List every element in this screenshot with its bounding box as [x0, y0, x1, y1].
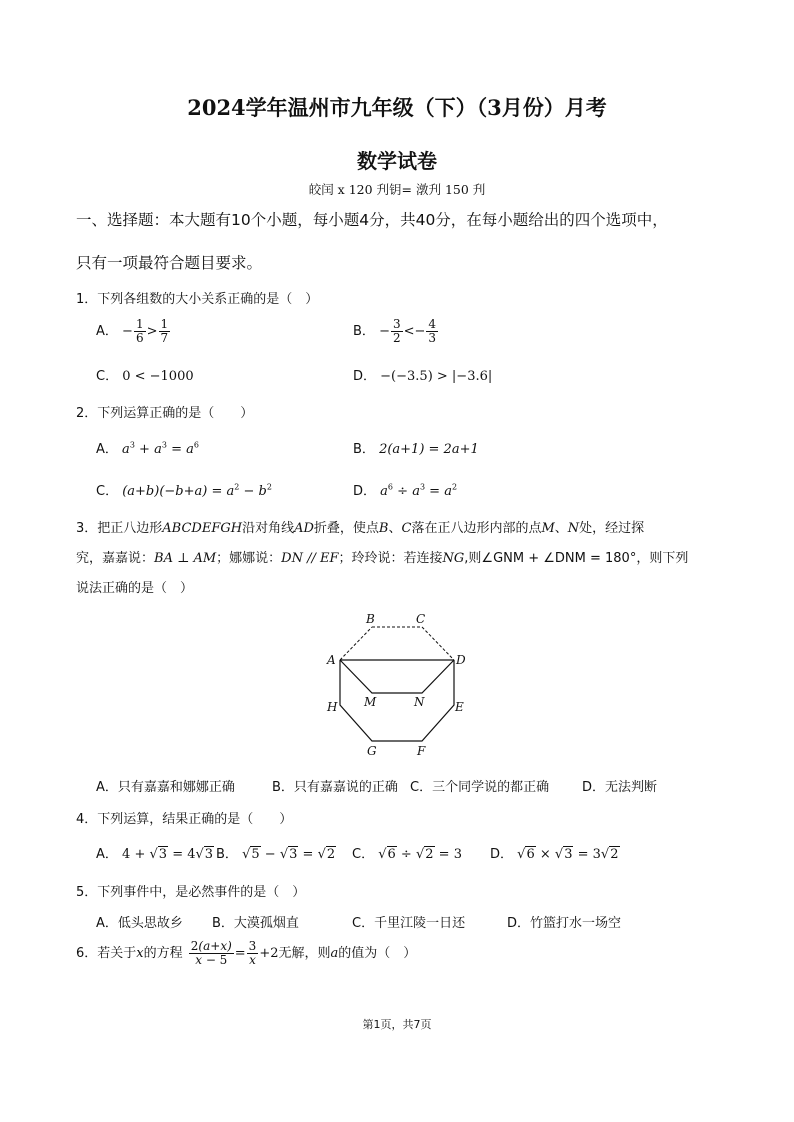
q1-stem: 1．下列各组数的大小关系正确的是（ ）: [76, 292, 319, 307]
label-m: M: [364, 695, 377, 709]
q3-option-d[interactable]: D．无法判断: [582, 780, 658, 795]
paper-subtitle: 数学试卷: [357, 149, 437, 173]
q4-stem: 4．下列运算，结果正确的是（ ）: [76, 812, 293, 827]
q4-option-a[interactable]: A． 4 + √3 = 4√3: [96, 847, 214, 862]
label-b: B: [366, 612, 375, 626]
q2-stem: 2．下列运算正确的是（ ）: [76, 406, 254, 421]
folded-amnd: [340, 660, 454, 693]
q1-option-c-expr: 0 < −1000: [122, 369, 194, 384]
q3-option-b[interactable]: B．只有嘉嘉说的正确: [272, 780, 398, 795]
q5-stem: 5．下列事件中，是必然事件的是（ ）: [76, 885, 306, 900]
q1-option-d-expr: −(−3.5) > |−3.6|: [380, 369, 493, 384]
edge-cd-dashed: [422, 627, 454, 660]
q2-option-b-expr: 2(a+1) = 2a+1: [379, 442, 479, 457]
label-a: A: [327, 653, 336, 667]
label-d: D: [456, 653, 466, 667]
label-c: C: [416, 612, 426, 626]
q4-option-c[interactable]: C． √6 ÷ √2 = 3: [352, 847, 462, 862]
q1-option-c[interactable]: C． 0 < −1000: [96, 369, 194, 384]
q1-option-d[interactable]: D． −(−3.5) > |−3.6|: [353, 369, 493, 384]
q5-option-c[interactable]: C．千里江陵一日还: [352, 916, 466, 931]
edge-ab-dashed: [340, 627, 372, 660]
q5-option-b[interactable]: B．大漠孤烟直: [212, 916, 299, 931]
q3-option-c[interactable]: C．三个同学说的都正确: [410, 780, 550, 795]
q5-option-d[interactable]: D．竹篮打水一场空: [507, 916, 622, 931]
q4-option-b[interactable]: B． √5 − √3 = √2: [216, 847, 336, 862]
q3-stem-line2: 究，嘉嘉说：BA ⊥ AM；娜娜说：DN // EF；玲玲说：若连接NG,则∠GNM + ∠DNM = 180°，则下列: [76, 551, 689, 566]
q4-option-d[interactable]: D． √6 × √3 = 3√2: [490, 847, 619, 862]
page-title: 2024学年温州市九年级（下）（3月份）月考: [187, 95, 607, 120]
section-heading-line1: 一、选择题：本大题有10个小题，每小题4分，共40分，在每小题给出的四个选项中，: [76, 211, 668, 229]
q2-option-b[interactable]: B． 2(a+1) = 2a+1: [353, 442, 479, 457]
q2-option-c[interactable]: C． $(a+b)(-b+a) = a^2 - b^2$: [96, 482, 272, 499]
label-n: N: [414, 695, 425, 709]
q3-stem-line3: 说法正确的是（ ）: [76, 581, 194, 596]
q1-option-b[interactable]: B． − $\frac{3}{2}$ <− $\frac{4}{3}$: [353, 317, 437, 345]
q3-stem-line1: 3．把正八边形ABCDEFGH沿对角线AD折叠，使点B、C落在正八边形内部的点M、N处，经过探: [76, 521, 645, 536]
q5-option-a[interactable]: A．低头思故乡: [96, 916, 183, 931]
q3-option-a[interactable]: A．只有嘉嘉和娜娜正确: [96, 780, 235, 795]
q1-option-a[interactable]: A． − $\frac{1}{6}$ > $\frac{1}{7}$: [96, 317, 169, 345]
octagon-figure: [318, 605, 478, 765]
section-heading-line2: 只有一项最符合题目要求。: [76, 254, 263, 272]
score-line: 皎闰 x 120 刋钥= 潡刋 150 刋: [308, 182, 486, 197]
q6-stem: 6．若关于x的方程 $\frac{2(a+x)}{x - 5}$ = $\frac{3}{x}$ +2无解，则a的值为（ ）: [76, 939, 417, 967]
label-e: E: [455, 700, 464, 714]
q2-option-a[interactable]: A． $a^3 + a^3 = a^6$: [96, 440, 199, 457]
label-g: G: [367, 744, 377, 758]
octagon-lower-sides: [340, 660, 454, 741]
page-footer: 第1页，共7页: [362, 1018, 432, 1031]
label-h: H: [327, 700, 338, 714]
q2-option-d[interactable]: D． $a^6 \div a^3 = a^2$: [353, 482, 458, 499]
label-f: F: [417, 744, 426, 758]
